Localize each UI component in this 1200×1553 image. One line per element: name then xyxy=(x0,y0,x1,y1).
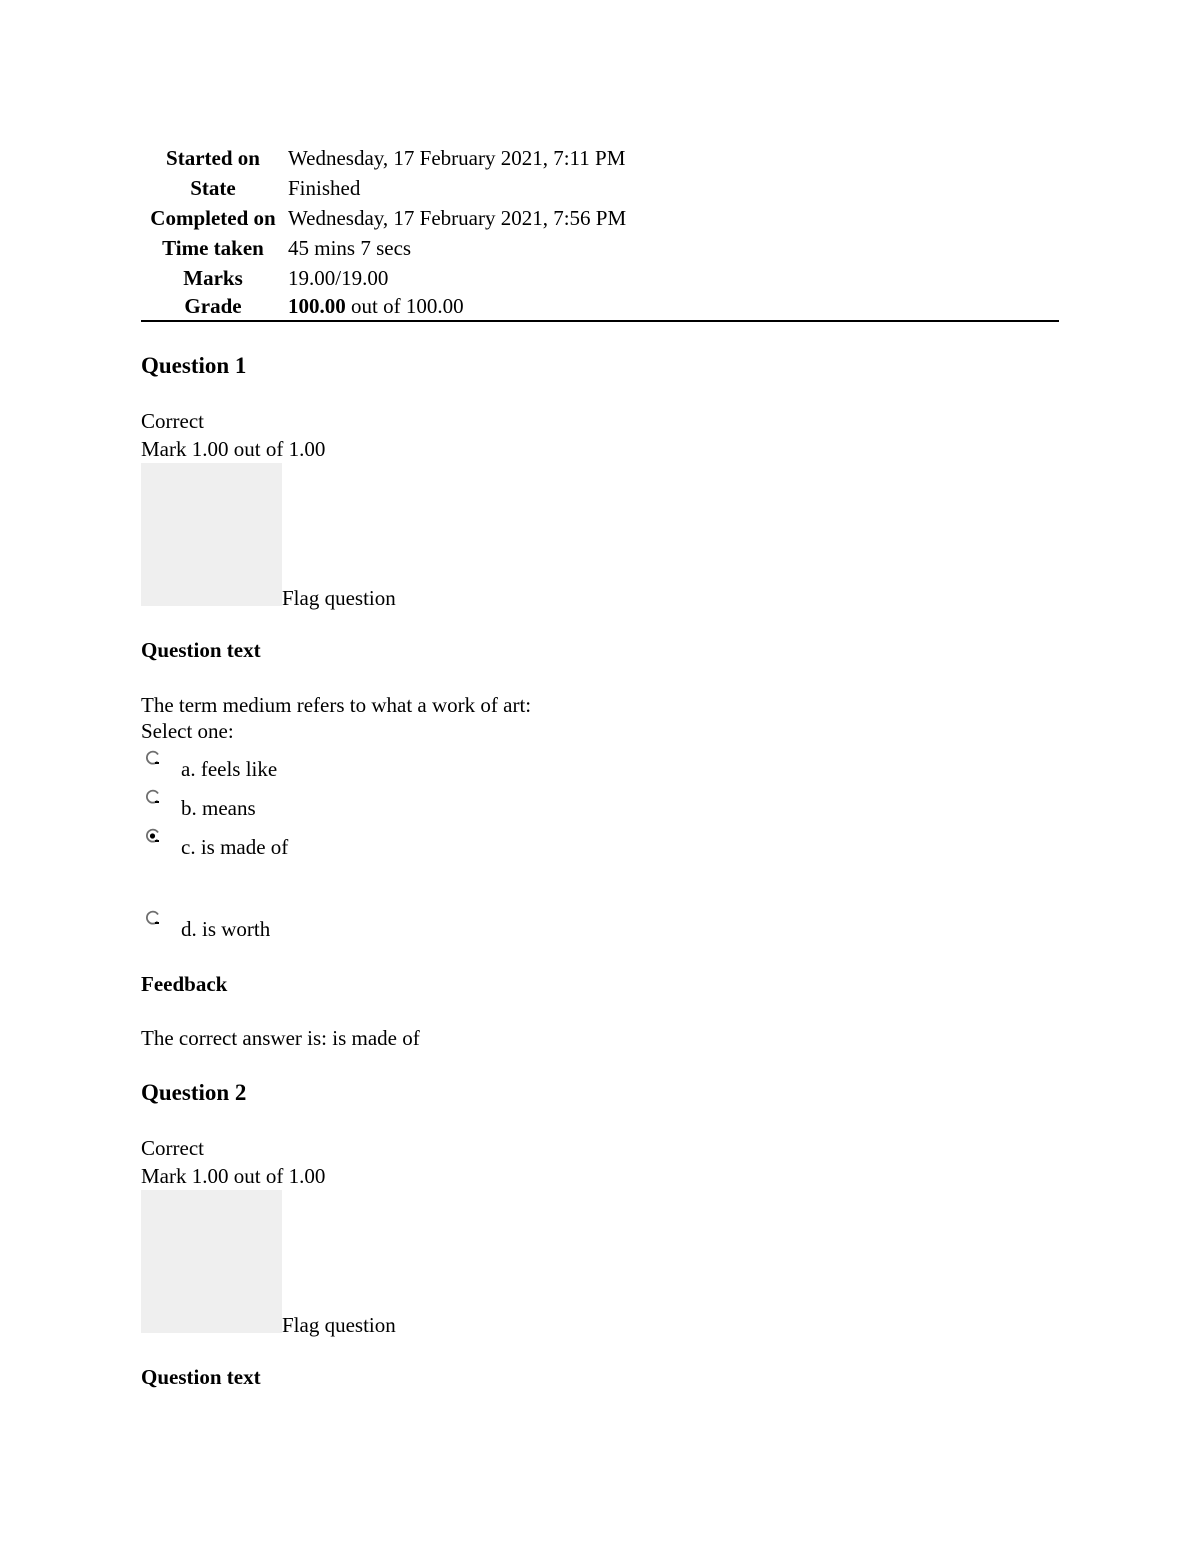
feedback-text: The correct answer is: is made of xyxy=(141,1026,420,1050)
flag-question-label[interactable]: Flag question xyxy=(282,1313,396,1337)
summary-row-time-taken xyxy=(141,233,1059,263)
answer-option-label: d. is worth xyxy=(181,917,271,941)
summary-label: Started on xyxy=(166,146,260,170)
answer-option-c[interactable] xyxy=(141,834,1059,860)
question-block-1 xyxy=(141,351,1059,1051)
summary-row-state xyxy=(141,173,1059,203)
summary-label: State xyxy=(190,176,236,200)
summary-value: Wednesday, 17 February 2021, 7:56 PM xyxy=(288,206,627,230)
question-prompt: The term medium refers to what a work of art: xyxy=(141,693,532,717)
feedback-title: Feedback xyxy=(141,972,228,996)
answer-option-label: c. is made of xyxy=(181,835,289,859)
summary-label: Completed on xyxy=(150,206,276,230)
question-status: Correct xyxy=(141,409,204,433)
radio-unselected-icon[interactable] xyxy=(145,910,161,926)
summary-row-grade xyxy=(141,293,1059,321)
summary-value xyxy=(285,293,1059,321)
radio-unselected-icon[interactable] xyxy=(145,789,161,805)
summary-value: 45 mins 7 secs xyxy=(288,236,412,260)
select-one-label: Select one: xyxy=(141,719,234,743)
question-status: Correct xyxy=(141,1136,204,1160)
flag-question-toggle[interactable] xyxy=(141,463,1059,610)
answer-option-b[interactable] xyxy=(141,795,1059,821)
radio-selected-icon[interactable] xyxy=(145,828,161,844)
flag-question-toggle[interactable] xyxy=(141,1190,1059,1337)
summary-value: Finished xyxy=(288,176,361,200)
summary-label: Marks xyxy=(183,266,243,290)
answer-option-label: b. means xyxy=(181,796,256,820)
question-text-title: Question text xyxy=(141,1365,261,1389)
question-heading: Question 2 xyxy=(141,1080,247,1105)
answer-options xyxy=(141,756,1059,942)
flag-icon[interactable] xyxy=(141,1190,282,1333)
flag-icon[interactable] xyxy=(141,463,282,606)
grade-value: 100.00 xyxy=(288,294,346,318)
summary-value: Wednesday, 17 February 2021, 7:11 PM xyxy=(288,146,626,170)
question-heading: Question 1 xyxy=(141,353,247,378)
radio-unselected-icon[interactable] xyxy=(145,750,161,766)
question-block-2 xyxy=(141,1078,1059,1391)
answer-option-d[interactable] xyxy=(141,916,1059,942)
summary-value: 19.00/19.00 xyxy=(288,266,389,290)
quiz-review-page xyxy=(141,143,1059,1391)
summary-row-marks xyxy=(141,263,1059,293)
question-mark: Mark 1.00 out of 1.00 xyxy=(141,1164,326,1188)
summary-row-started xyxy=(141,143,1059,173)
summary-label: Time taken xyxy=(162,236,264,260)
summary-label: Grade xyxy=(184,294,242,318)
attempt-summary-table xyxy=(141,143,1059,322)
question-mark: Mark 1.00 out of 1.00 xyxy=(141,437,326,461)
grade-out-of: out of 100.00 xyxy=(345,294,464,318)
flag-question-label[interactable]: Flag question xyxy=(282,586,396,610)
answer-option-label: a. feels like xyxy=(181,757,278,781)
answer-option-a[interactable] xyxy=(141,756,1059,782)
summary-row-completed xyxy=(141,203,1059,233)
question-text-title: Question text xyxy=(141,638,261,662)
